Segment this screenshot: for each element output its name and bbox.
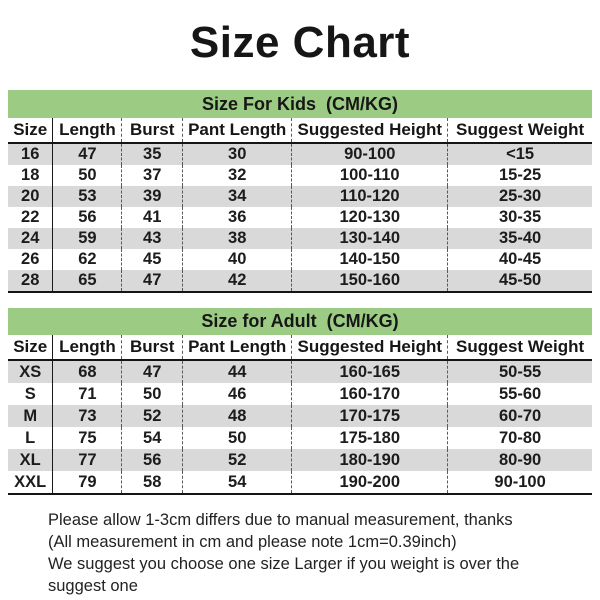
table-cell: 70-80 (448, 427, 592, 449)
kids-section-band: Size For Kids (CM/KG) (8, 90, 592, 118)
table-row (8, 228, 592, 249)
table-cell: 37 (122, 165, 183, 186)
column-header: Pant Length (183, 118, 292, 143)
measurement-notes (48, 509, 552, 597)
table-cell: 80-90 (448, 449, 592, 471)
table-cell: 44 (183, 360, 292, 383)
table-cell: 170-175 (292, 405, 448, 427)
table-row (8, 165, 592, 186)
table-cell: 30-35 (448, 207, 592, 228)
table-cell: 40 (183, 249, 292, 270)
note-line: We suggest you choose one size Larger if you weight is over the suggest one (48, 555, 520, 595)
table-row (8, 405, 592, 427)
table-cell: 22 (21, 208, 40, 226)
adult-section-band: Size for Adult (CM/KG) (8, 308, 592, 335)
table-cell: M (23, 406, 38, 425)
table-row (8, 449, 592, 471)
table-cell: 28 (21, 271, 40, 289)
table-cell: 47 (122, 270, 183, 292)
column-header: Suggest Weight (448, 118, 592, 143)
table-cell: 50 (183, 427, 292, 449)
table-cell: 26 (21, 250, 40, 268)
kids-size-table (8, 118, 592, 293)
table-cell: 48 (183, 405, 292, 427)
column-header: Pant Length (183, 335, 292, 360)
table-cell: 110-120 (292, 186, 448, 207)
table-row (8, 270, 592, 292)
table-cell: 62 (53, 249, 122, 270)
table-cell: 34 (183, 186, 292, 207)
table-cell: 56 (53, 207, 122, 228)
table-cell: 43 (122, 228, 183, 249)
table-row (8, 471, 592, 494)
table-cell: 30 (183, 143, 292, 165)
table-cell: 15-25 (448, 165, 592, 186)
table-cell: 56 (122, 449, 183, 471)
table-cell: 190-200 (292, 471, 448, 494)
table-cell: 50-55 (448, 360, 592, 383)
table-cell: 45-50 (448, 270, 592, 292)
table-cell: 25-30 (448, 186, 592, 207)
table-cell: 140-150 (292, 249, 448, 270)
table-cell: 60-70 (448, 405, 592, 427)
table-cell: 52 (183, 449, 292, 471)
table-cell: S (24, 384, 36, 403)
table-cell: 52 (122, 405, 183, 427)
table-row (8, 427, 592, 449)
page-title: Size Chart (189, 18, 411, 67)
size-tables (8, 90, 592, 495)
adult-table-body (8, 360, 592, 494)
table-cell: 47 (53, 143, 122, 165)
table-cell: 38 (183, 228, 292, 249)
table-cell: 71 (53, 383, 122, 405)
table-cell: 180-190 (292, 449, 448, 471)
table-cell: 32 (183, 165, 292, 186)
table-row (8, 360, 592, 383)
table-cell: 16 (21, 145, 40, 163)
table-cell: XXL (14, 472, 47, 491)
column-header: Suggested Height (292, 335, 448, 360)
table-cell: 36 (183, 207, 292, 228)
table-row (8, 143, 592, 165)
table-cell: 58 (122, 471, 183, 494)
table-cell: 50 (53, 165, 122, 186)
table-cell: 54 (183, 471, 292, 494)
table-cell: 18 (21, 166, 40, 184)
column-header: Size (13, 120, 48, 139)
column-header: Suggest Weight (448, 335, 592, 360)
table-cell: 79 (53, 471, 122, 494)
table-cell: 46 (183, 383, 292, 405)
table-row (8, 249, 592, 270)
table-cell: 40-45 (448, 249, 592, 270)
table-cell: 20 (21, 187, 40, 205)
table-row (8, 383, 592, 405)
table-cell: 50 (122, 383, 183, 405)
table-cell: 42 (183, 270, 292, 292)
table-cell: 53 (53, 186, 122, 207)
table-cell: 160-170 (292, 383, 448, 405)
table-cell: <15 (448, 143, 592, 165)
note-line: Please allow 1-3cm differs due to manual measurement, thanks (48, 511, 513, 529)
table-cell: 130-140 (292, 228, 448, 249)
note-line: (All measurement in cm and please note 1cm=0.39inch) (48, 533, 457, 551)
table-cell: 39 (122, 186, 183, 207)
column-header: Suggested Height (292, 118, 448, 143)
adult-size-table (8, 335, 592, 495)
table-cell: XS (19, 362, 42, 381)
table-cell: 150-160 (292, 270, 448, 292)
adult-header-row (8, 335, 592, 360)
kids-table-body (8, 143, 592, 292)
table-cell: XL (19, 450, 41, 469)
table-cell: 68 (53, 360, 122, 383)
table-row (8, 207, 592, 228)
column-header: Length (53, 118, 122, 143)
table-cell: 100-110 (292, 165, 448, 186)
table-cell: 54 (122, 427, 183, 449)
column-header: Length (53, 335, 122, 360)
table-cell: 77 (53, 449, 122, 471)
table-cell: 47 (122, 360, 183, 383)
table-cell: 90-100 (448, 471, 592, 494)
table-cell: 160-165 (292, 360, 448, 383)
table-cell: 24 (21, 229, 40, 247)
kids-header-row (8, 118, 592, 143)
table-row (8, 186, 592, 207)
table-cell: 120-130 (292, 207, 448, 228)
table-cell: 59 (53, 228, 122, 249)
table-cell: 55-60 (448, 383, 592, 405)
column-header: Burst (122, 335, 183, 360)
table-cell: 65 (53, 270, 122, 292)
table-cell: 90-100 (292, 143, 448, 165)
table-cell: 41 (122, 207, 183, 228)
table-cell: 75 (53, 427, 122, 449)
table-cell: 175-180 (292, 427, 448, 449)
column-header: Size (13, 337, 48, 356)
table-cell: 45 (122, 249, 183, 270)
table-cell: 35-40 (448, 228, 592, 249)
column-header: Burst (122, 118, 183, 143)
table-cell: 73 (53, 405, 122, 427)
table-cell: 35 (122, 143, 183, 165)
table-cell: L (25, 428, 36, 447)
